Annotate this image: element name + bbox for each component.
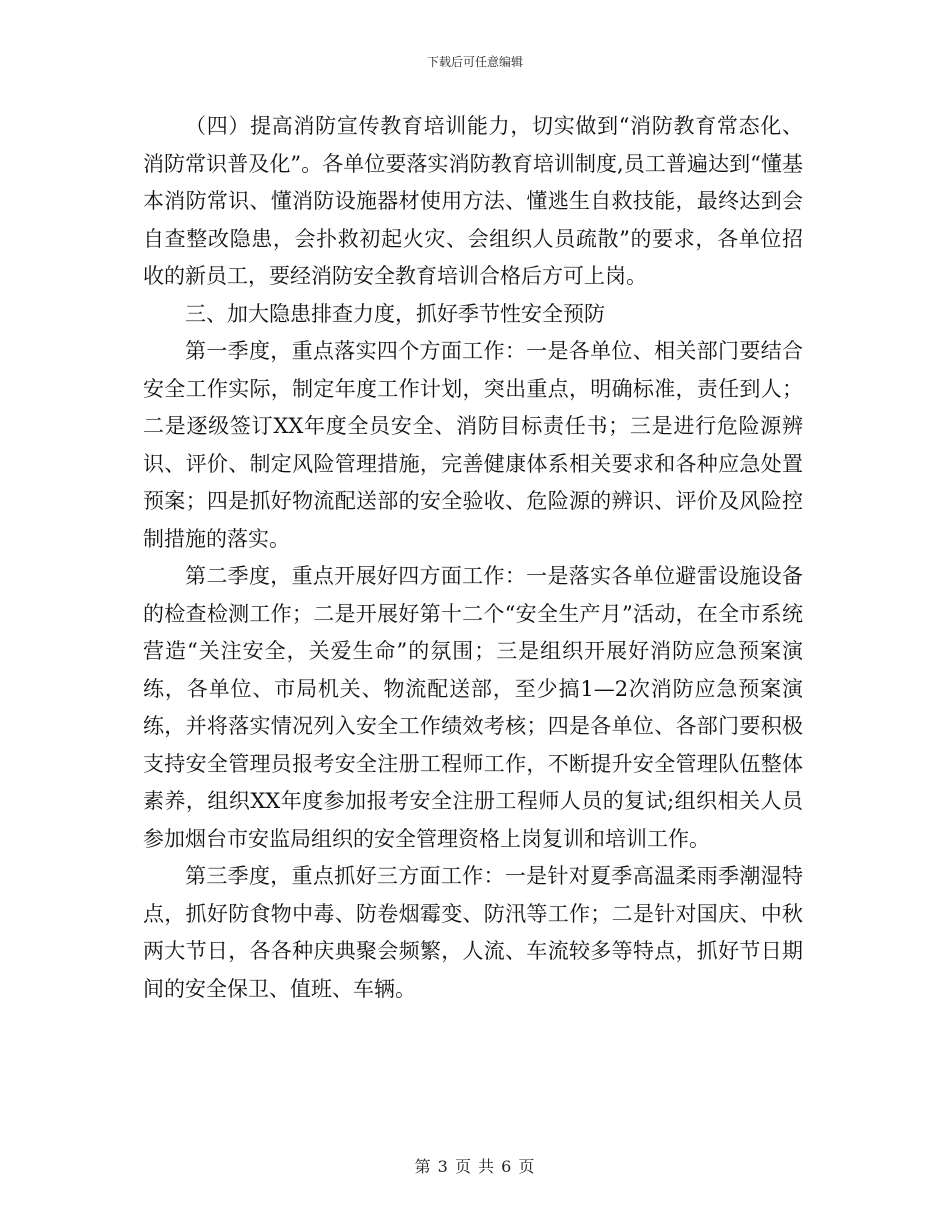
paragraph-third-quarter: 第三季度，重点抓好三方面工作：一是针对夏季高温柔雨季潮湿特点，抓好防食物中毒、防卷烟霉变、防汛等工作；二是针对国庆、中秋两大节日，各各种庆典聚会频繁，人流、车流较多等特点，抓好节日期间的安全保卫、值班、车辆。 [143,864,803,1001]
page-header: 下载后可任意编辑 [426,55,523,69]
page-number: 第 3 页 共 6 页 [414,1157,536,1176]
section-heading-hazard-inspection: 三、加大隐患排查力度，抓好季节性安全预防 [185,301,605,326]
paragraph-second-quarter: 第二季度，重点开展好四方面工作：一是落实各单位避雷设施设备的检查检测工作；二是开展好第十二个“安全生产月”活动，在全市系统营造“关注安全，关爱生命”的氛围；三是组织开展好消防应急预案演练，各单位、市局机关、物流配送部，至少搞1—2次消防应急预案演练，并将落实情况列入安全工作绩效考核；四是各单位、各部门要积极支持安全管理员报考安全注册工程师工作，不断提升安全管理队伍整体素养，组织XX年度参加报考安全注册工程师人员的复试;组织相关人员参加烟台市安监局组织的安全管理资格上岗复训和培训工作。 [143,564,803,851]
document-body [143,108,803,1008]
paragraph-fire-training: （四）提高消防宣传教育培训能力，切实做到“消防教育常态化、消防常识普及化”。各单位要落实消防教育培训制度,员工普遍达到“懂基本消防常识、懂消防设施器材使用方法、懂逃生自救技能，最终达到会自查整改隐患，会扑救初起火灾、会组织人员疏散”的要求，各单位招收的新员工，要经消防安全教育培训合格后方可上岗。 [143,114,803,288]
paragraph-first-quarter: 第一季度，重点落实四个方面工作：一是各单位、相关部门要结合安全工作实际，制定年度工作计划，突出重点，明确标准，责任到人；二是逐级签订XX年度全员安全、消防目标责任书；三是进行危险源辨识、评价、制定风险管理措施，完善健康体系相关要求和各种应急处置预案；四是抓好物流配送部的安全验收、危险源的辨识、评价及风险控制措施的落实。 [143,339,803,551]
